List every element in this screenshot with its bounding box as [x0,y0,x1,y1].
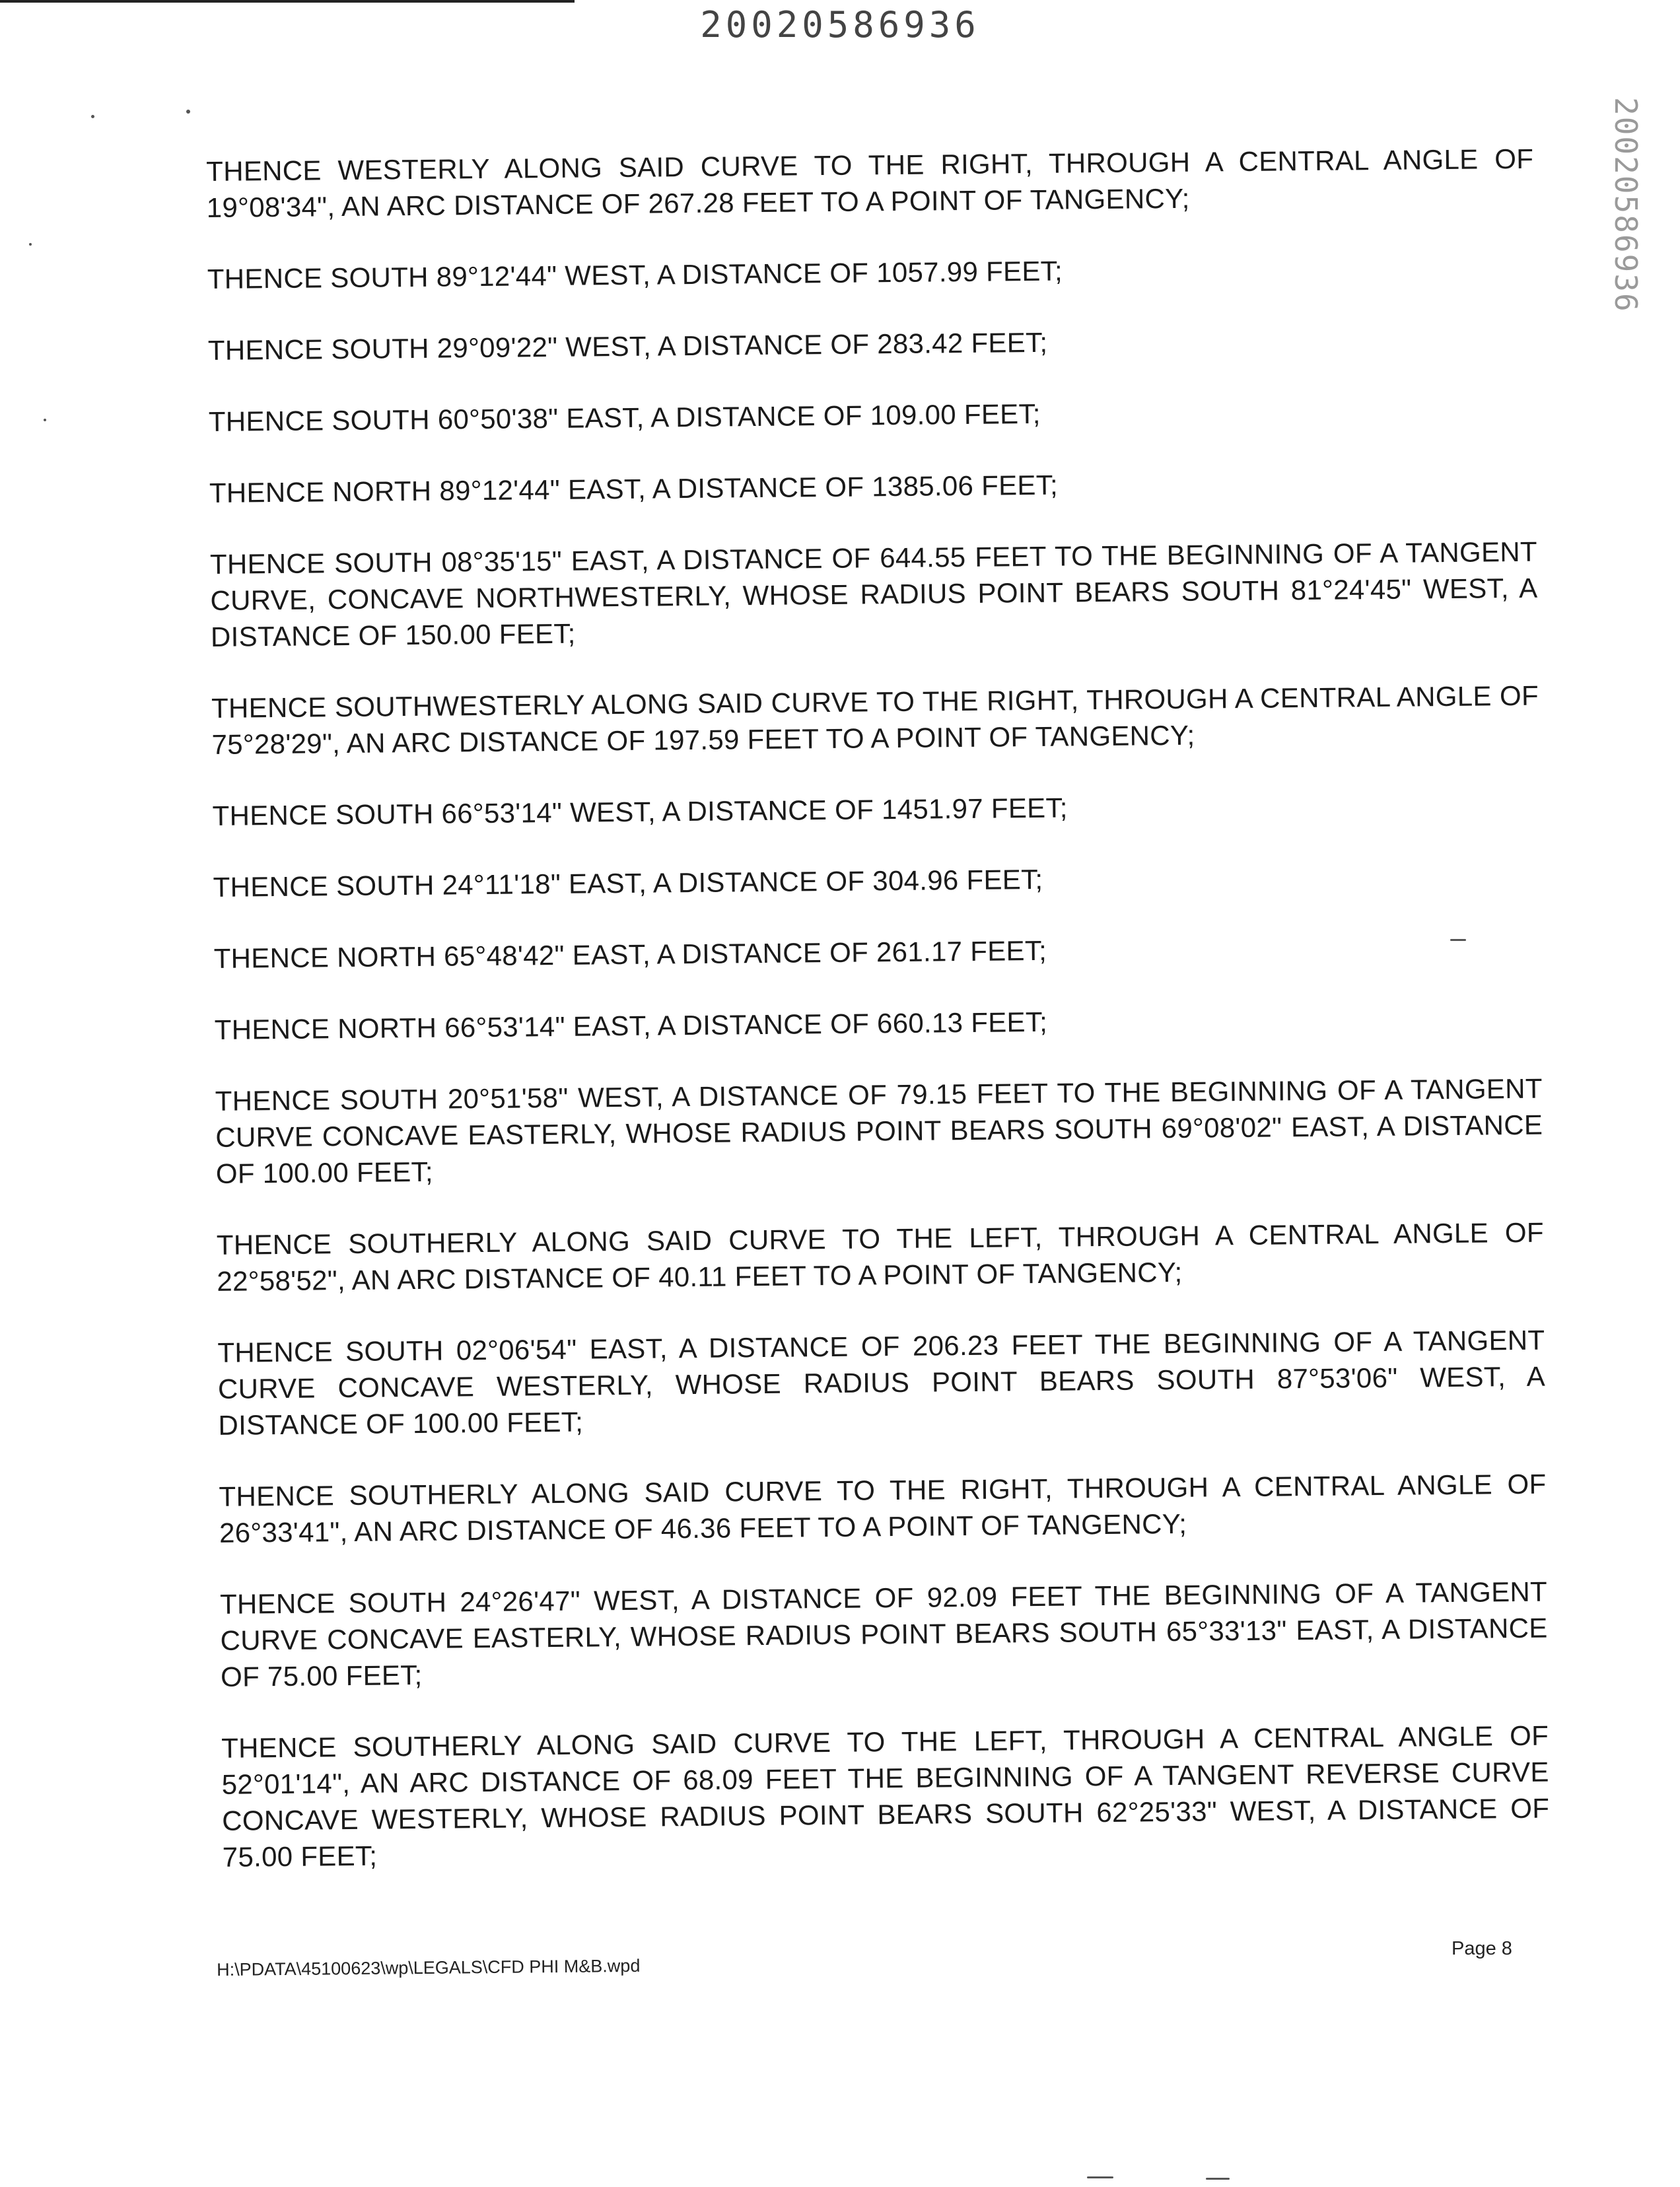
course-paragraph: THENCE SOUTH 29°09'22" WEST, A DISTANCE OF 283.42 FEET; [207,326,1048,366]
course-paragraph: THENCE SOUTHERLY ALONG SAID CURVE TO THE LEFT, THROUGH A CENTRAL ANGLE OF 52°01'14", AN ARC DISTANCE OF 68.09 FEET THE BEGINNING OF A TANGENT REVERSE CURVE CONCAVE WESTERLY, WHOSE RADIUS POINT BEARS SOUTH 62°25'33" WEST, A DISTANCE OF 75.00 FEET; [221,1719,1550,1873]
footer-file-path: H:\PDATA\45100623\wp\LEGALS\CFD PHI M&B.wpd [217,1955,641,1980]
legal-description-body [206,141,1550,1910]
scan-speck [186,110,190,114]
scan-speck [29,243,32,246]
course-paragraph: THENCE SOUTHERLY ALONG SAID CURVE TO THE RIGHT, THROUGH A CENTRAL ANGLE OF 26°33'41", AN ARC DISTANCE OF 46.36 FEET TO A POINT OF TANGENCY; [219,1468,1547,1548]
scan-speck [1087,2176,1113,2178]
top-scan-rule [0,0,575,3]
scan-speck [1206,2178,1230,2180]
course-paragraph: THENCE SOUTH 60°50'38" EAST, A DISTANCE OF 109.00 FEET; [208,398,1041,437]
course-paragraph: THENCE WESTERLY ALONG SAID CURVE TO THE RIGHT, THROUGH A CENTRAL ANGLE OF 19°08'34", AN ARC DISTANCE OF 267.28 FEET TO A POINT OF TANGENCY; [206,143,1534,223]
course-paragraph: THENCE SOUTH 89°12'44" WEST, A DISTANCE OF 1057.99 FEET; [207,255,1063,295]
course-paragraph: THENCE NORTH 66°53'14" EAST, A DISTANCE OF 660.13 FEET; [214,1006,1048,1045]
course-paragraph: THENCE SOUTH 20°51'58" WEST, A DISTANCE OF 79.15 FEET TO THE BEGINNING OF A TANGENT CURVE CONCAVE EASTERLY, WHOSE RADIUS POINT BEARS SOUTH 69°08'02" EAST, A DISTANCE OF 100.00 FEET; [215,1072,1543,1189]
course-paragraph: THENCE SOUTH 08°35'15" EAST, A DISTANCE OF 644.55 FEET TO THE BEGINNING OF A TANGENT CURVE, CONCAVE NORTHWESTERLY, WHOSE RADIUS POINT BEARS SOUTH 81°24'45" WEST, A DISTANCE OF 150.00 FEET; [209,536,1538,652]
scan-speck [91,115,94,118]
side-stamp-text: 20020586936 [1608,97,1644,313]
document-number: 20020586936 [700,4,980,46]
course-paragraph: THENCE SOUTH 24°26'47" WEST, A DISTANCE OF 92.09 FEET THE BEGINNING OF A TANGENT CURVE CONCAVE EASTERLY, WHOSE RADIUS POINT BEARS SOUTH 65°33'13" EAST, A DISTANCE OF 75.00 FEET; [219,1576,1548,1692]
page-number: Page 8 [1452,1938,1512,1959]
course-paragraph: THENCE SOUTH 66°53'14" WEST, A DISTANCE OF 1451.97 FEET; [212,792,1068,831]
course-paragraph: THENCE NORTH 65°48'42" EAST, A DISTANCE OF 261.17 FEET; [213,934,1047,974]
course-paragraph: THENCE NORTH 89°12'44" EAST, A DISTANCE OF 1385.06 FEET; [209,469,1059,508]
course-paragraph: THENCE SOUTH 02°06'54" EAST, A DISTANCE OF 206.23 FEET THE BEGINNING OF A TANGENT CURVE CONCAVE WESTERLY, WHOSE RADIUS POINT BEARS SOUTH 87°53'06" WEST, A DISTANCE OF 100.00 FEET; [217,1324,1546,1441]
side-stamp [1593,92,1659,313]
scan-speck [44,419,46,421]
course-paragraph: THENCE SOUTH 24°11'18" EAST, A DISTANCE OF 304.96 FEET; [213,863,1043,903]
course-paragraph: THENCE SOUTHWESTERLY ALONG SAID CURVE TO THE RIGHT, THROUGH A CENTRAL ANGLE OF 75°28'29", AN ARC DISTANCE OF 197.59 FEET TO A POINT OF TANGENCY; [211,679,1539,760]
course-paragraph: THENCE SOUTHERLY ALONG SAID CURVE TO THE LEFT, THROUGH A CENTRAL ANGLE OF 22°58'52", AN ARC DISTANCE OF 40.11 FEET TO A POINT OF TANGENCY; [216,1216,1545,1297]
